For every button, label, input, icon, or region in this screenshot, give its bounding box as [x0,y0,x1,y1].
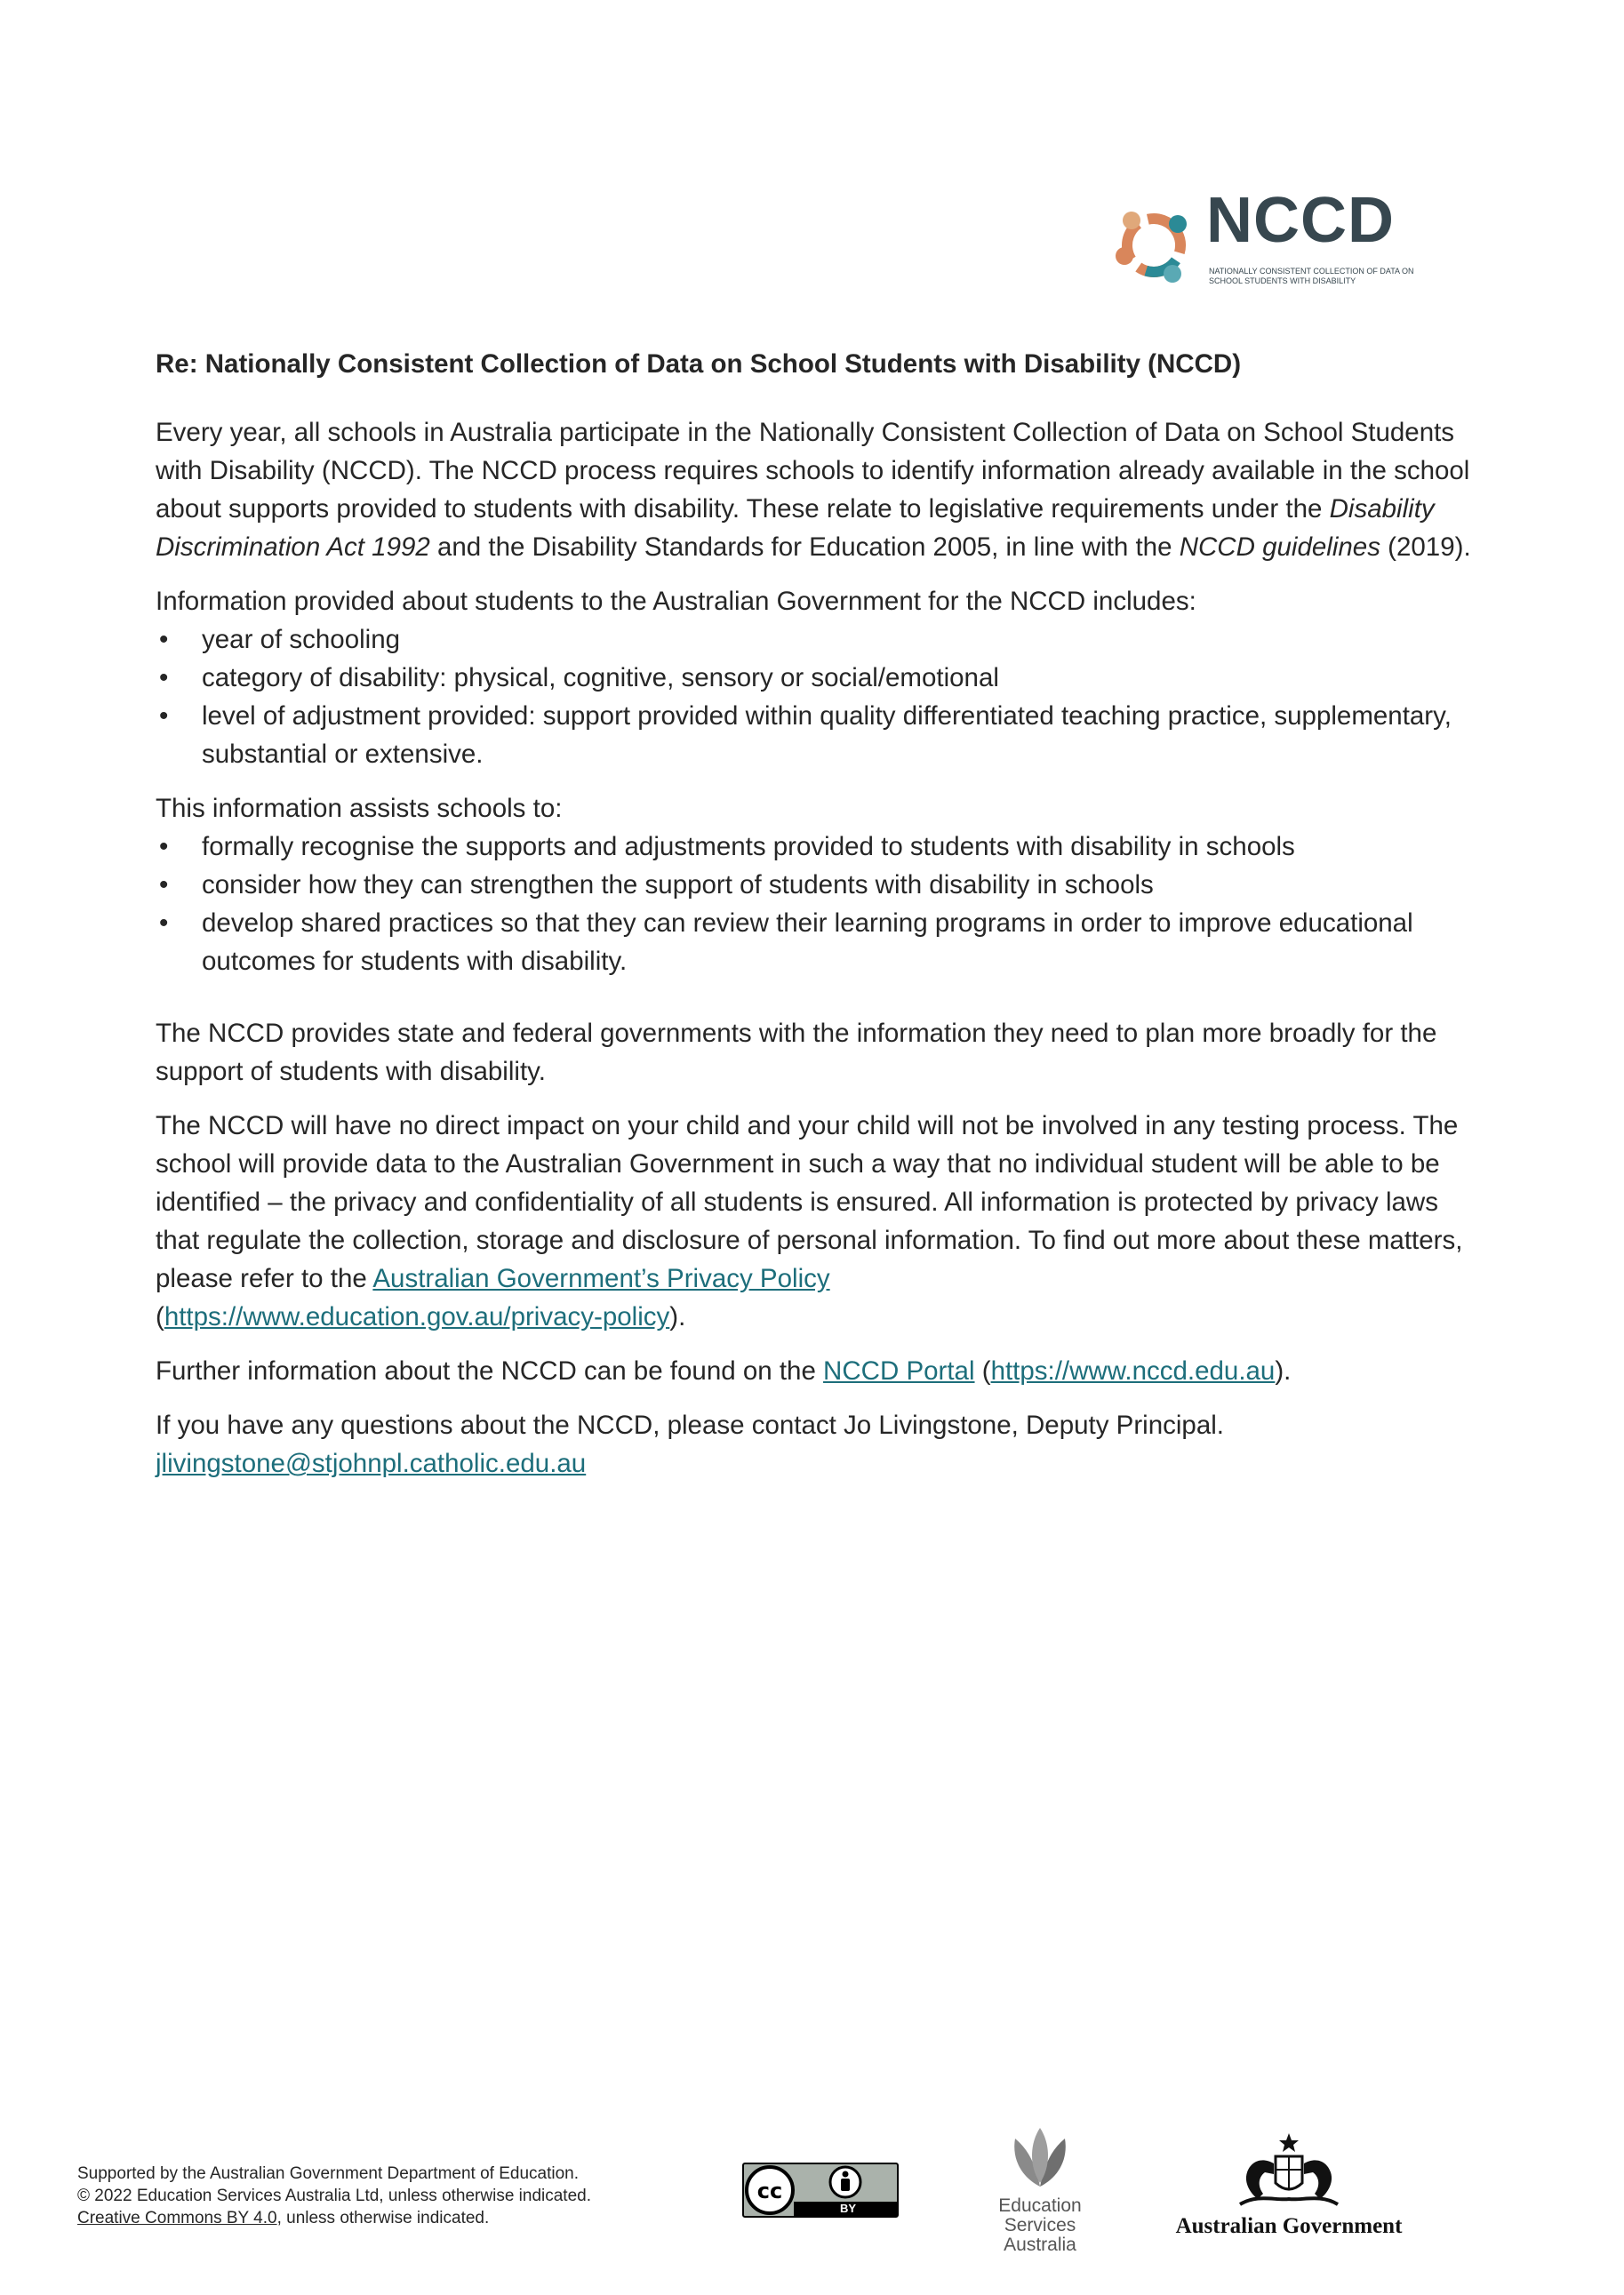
bullet-icon: • [159,663,169,692]
bullet-icon: • [159,832,169,861]
nccd-wordmark: NCCD [1206,185,1395,256]
footer-license-line [77,2207,700,2229]
cc-by-label: BY [839,2202,857,2215]
act-title: Disability Discrimination Act 1992 [156,494,1435,562]
list-item: • consider how they can strengthen the support of students with disability in schools [156,866,1489,904]
guidelines-title: NCCD guidelines [1179,532,1380,562]
contact-text: If you have any questions about the NCCD, please contact Jo Livingstone, Deputy Principal. [156,1411,1224,1440]
nccd-portal-url-link[interactable]: https://www.nccd.edu.au [990,1356,1276,1386]
bullet-icon: • [159,701,169,731]
bullet-icon: • [159,625,169,654]
intro-paragraph [156,413,1489,566]
assists-lead: This information assists schools to: [156,794,563,823]
coat-of-arms-icon [1231,2131,1347,2208]
nccd-logo [1089,178,1418,311]
list-item: • formally recognise the supports and adjustments provided to students with disability in schools [156,828,1489,866]
nccd-subtitle: NATIONALLY CONSISTENT COLLECTION OF DATA ON SCHOOL STUDENTS WITH DISABILITY [1209,267,1414,285]
bullet-icon: • [159,870,169,900]
svg-text:cc: cc [756,2179,783,2203]
list-item: • category of disability: physical, cognitive, sensory or social/emotional [156,659,1489,697]
footer-license-rest: , unless otherwise indicated. [276,2209,490,2227]
contact-email-link[interactable]: jlivingstone@stjohnpl.catholic.edu.au [156,1449,587,1478]
bullet-icon: • [159,908,169,938]
privacy-policy-link[interactable]: Australian Government’s Privacy Policy [372,1264,830,1293]
further-info-paragraph [156,1352,1489,1390]
footer-credits [77,2163,700,2229]
nccd-logo-mark-icon [1105,201,1203,290]
footer-copyright-line: © 2022 Education Services Australia Ltd, unless otherwise indicated. [77,2187,591,2205]
info-provided-lead: Information provided about students to the Australian Government for the NCCD includes: [156,587,1196,616]
privacy-open-paren: ( [156,1302,164,1331]
privacy-close: ). [669,1302,686,1331]
contact-paragraph [156,1406,1489,1483]
list-item: • year of schooling [156,620,1489,659]
intro-text-1: Every year, all schools in Australia participate in the Nationally Consistent Collection of Data on School Students with Disability (NCCD). The NCCD process requires schools to identify information already available in the school about supports provided to students with disability. These relate to legislative requirements under the [156,418,1470,524]
intro-text-2: and the Disability Standards for Education 2005, in line with the [429,532,1180,562]
letter-heading: Re: Nationally Consistent Collection of Data on School Students with Disability (NCCD) [156,349,1242,379]
list-item: • develop shared practices so that they can review their learning programs in order to improve educational outcomes for students with disability. [156,904,1489,980]
list-item: • level of adjustment provided: support provided within quality differentiated teaching practice, supplementary, substantial or extensive. [156,697,1489,773]
further-info-text: Further information about the NCCD can be found on the [156,1356,824,1386]
info-provided-list [156,620,1489,773]
australian-government-name: Australian Government [1175,2214,1403,2238]
cc-by-icon [742,2163,899,2218]
footer-supported-line: Supported by the Australian Government Department of Education. [77,2164,579,2183]
cc-by-badge [742,2163,899,2222]
governments-paragraph: The NCCD provides state and federal governments with the information they need to plan more broadly for the support of students with disability. [156,1019,1437,1086]
esa-lotus-icon [1004,2124,1076,2190]
assists-list [156,828,1489,980]
letter-body [156,345,1489,1499]
nccd-portal-link[interactable]: NCCD Portal [823,1356,975,1386]
portal-close: ). [1275,1356,1292,1386]
portal-open-paren: ( [974,1356,991,1386]
privacy-text: The NCCD will have no direct impact on your child and your child will not be involved in any testing process. The school will provide data to the Australian Government in such a way that no individual student will be able to be identified – the privacy and confidentiality of all students is ensured. All information is protected by privacy laws that regulate the collection, storage and disclosure of personal information. To find out more about these matters, please refer to the [156,1111,1463,1293]
australian-government-logo [1173,2131,1404,2239]
esa-name: Education Services Australia [998,2195,1082,2255]
privacy-policy-url-link[interactable]: https://www.education.gov.au/privacy-policy [164,1302,670,1331]
esa-logo [982,2124,1098,2255]
privacy-paragraph [156,1107,1489,1336]
intro-text-3: (2019). [1380,532,1471,562]
creative-commons-link[interactable]: Creative Commons BY 4.0 [77,2209,277,2227]
